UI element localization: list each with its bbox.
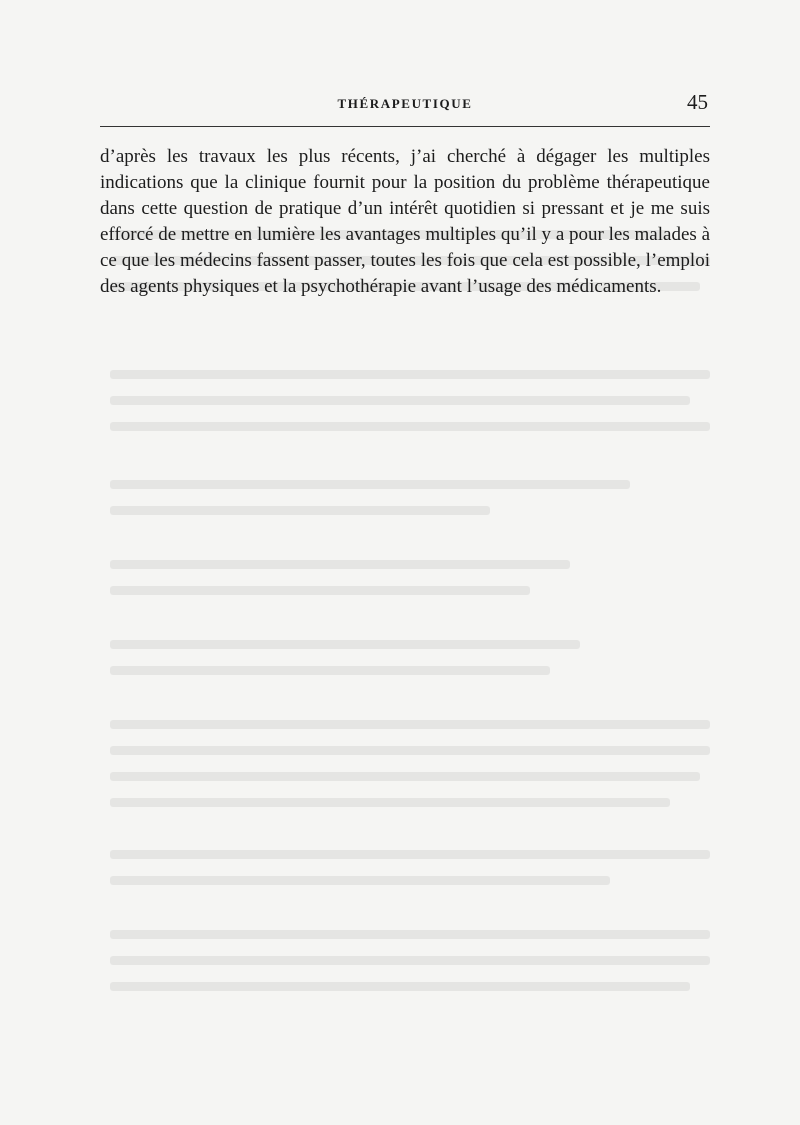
running-title: THÉRAPEUTIQUE bbox=[337, 96, 473, 111]
paragraph: d’après les travaux les plus récents, j’ai cherché à dégager les multiples indications que la clinique fournit pour la position du problème thérapeutique dans cette question de pratique d’un intérêt quotidien si pressant et je me suis efforcé de mettre en lumière les avantages multiples qu’il y a pour les malades à ce que les médecins fassent passer, toutes les fois que cela est possible, l’emploi des agents physiques et la psychothérapie avant l’usage des médicaments. bbox=[100, 146, 710, 298]
show-through-texture bbox=[110, 220, 710, 1040]
page-header bbox=[100, 90, 710, 127]
body-text bbox=[100, 144, 710, 301]
page-number: 45 bbox=[687, 90, 708, 114]
